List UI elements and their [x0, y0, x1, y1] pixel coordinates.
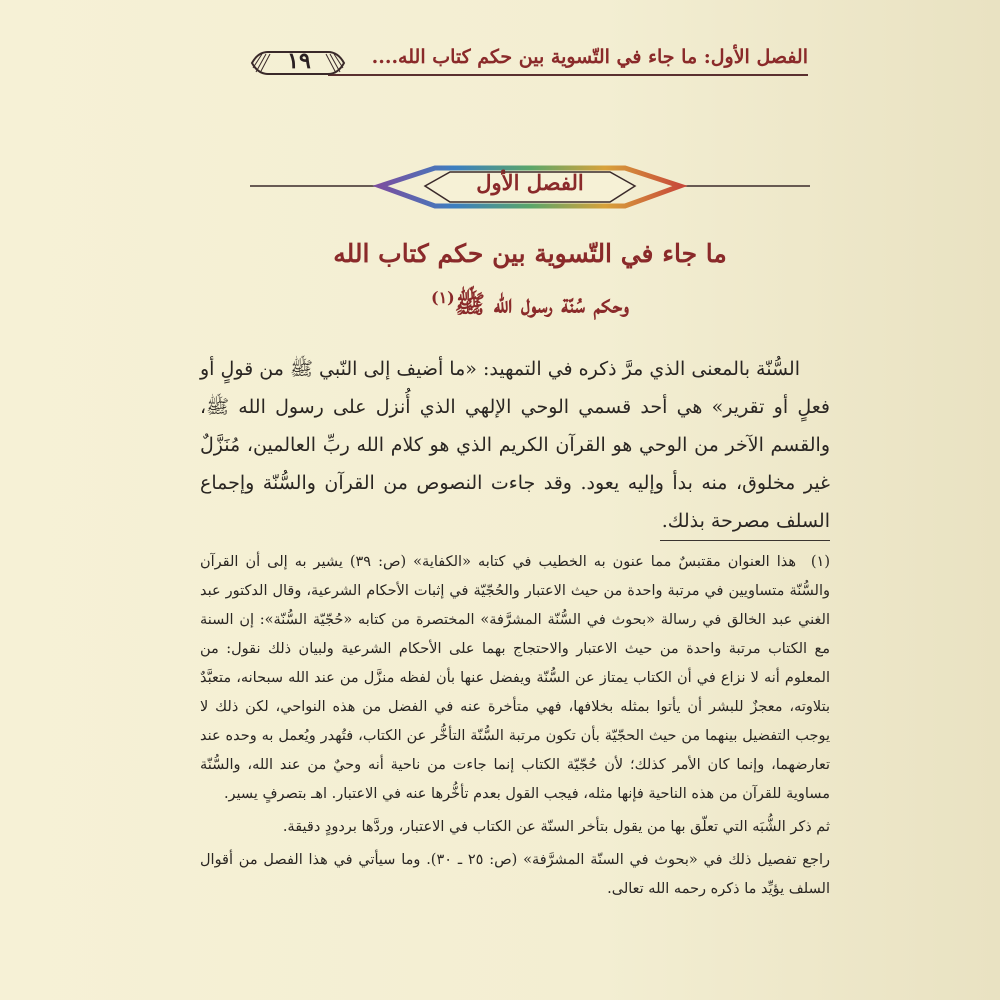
footnote-number: (١) [810, 554, 830, 570]
footnote-separator [660, 540, 830, 541]
running-title: الفصل الأول: ما جاء في التّسوية بين حكم كتاب الله.... [371, 46, 808, 68]
page-number-ornament [248, 48, 348, 76]
chapter-label: الفصل الأول [476, 170, 584, 195]
chapter-title-line-2 [240, 276, 820, 326]
body-paragraph: السُّنّة بالمعنى الذي مرَّ ذكره في التمهيد: «ما أضيف إلى النّبي ﷺ من قولٍ أو فعلٍ أو تقرير» هي أحد قسمي الوحي الإلهي الذي أُنزل على رسول الله ﷺ، والقسم الآخر من الوحي هو القرآن الكريم الذي هو كلام الله ربِّ العالمين، مُنَزَّلٌ غير مخلوق، منه بدأ وإليه يعود. وقد جاءت النصوص من القرآن والسُّنّة وإجماع السلف مصرحة بذلك. [200, 358, 830, 532]
footnote-1 [200, 548, 830, 809]
footnote-continuation-1 [200, 813, 830, 842]
footnote-text: هذا العنوان مقتبسٌ مما عنون به الخطيب في كتابه «الكفاية» (ص: ٣٩) يشير به إلى أن القرآن والسُّنّة متساويين في مرتبة واحدة من حيث الاعتبار والحُجّيّة في إثبات الأحكام الشرعية، وقال الدكتور عبد الغني عبد الخالق في رسالة «بحوث في السُّنّة المشرَّفة» المختصرة من كتابه «حُجّيّة السُّنّة»: إن السنة مع الكتاب مرتبة واحدة من حيث الاعتبار والاحتجاج بهما على الأحكام الشرعية ولبيان ذلك نقول: من المعلوم أنه لا نزاع في أن الكتاب يمتاز عن السُّنّة ويفضل عنها بأن لفظه منزَّل من عند الله سبحانه، متعبَّدٌ بتلاوته، معجزٌ للبشر أن يأتوا بمثله بخلافها، فهي متأخرة عنه في الفضل من هذه النواحي، لكن ذلك لا يوجب التفضيل بينهما من حيث الحجّيّة بأن تكون مرتبة السُّنّة التأخُّر عن الكتاب، فتُهدر ويُعمل به وحده عند تعارضهما، وإنما كان الأمر كذلك؛ لأن حُجّيّة الكتاب إنما جاءت من ناحية أنه وحيٌ من عند الله، والسُّنّة مساوية للقرآن من هذه الناحية فإنها مثله، فيجب القول بعدم تأخُّرها عنه في الاعتبار. اهـ بتصرفٍ يسير. [200, 554, 830, 802]
chapter-title-line-1: ما جاء في التّسوية بين حكم كتاب الله [333, 239, 727, 268]
footnotes [200, 548, 830, 908]
header-rule [328, 74, 808, 76]
chapter-title [240, 232, 820, 326]
footnote-continuation-2 [200, 846, 830, 904]
page-number: ١٩ [287, 48, 311, 74]
footnote-text: راجع تفصيل ذلك في «بحوث في السنّة المشرَّفة» (ص: ٢٥ ـ ٣٠). وما سيأتي في هذا الفصل من أقوال السلف يؤيِّد ما ذكره رحمه الله تعالى. [200, 852, 831, 897]
footnote-text: ثم ذكر الشُّبَه التي تعلّق بها من يقول بتأخر السنّة عن الكتاب في الاعتبار، وردَّها بردودٍ دقيقة. [282, 819, 830, 835]
body-text [200, 350, 830, 540]
chapter-ornament [250, 162, 810, 212]
chapter-title-line-2-text: وحكم سُنّة رسول الله ﷺ [454, 289, 630, 319]
running-header [248, 44, 808, 80]
footnote-ref: (١) [430, 288, 455, 307]
